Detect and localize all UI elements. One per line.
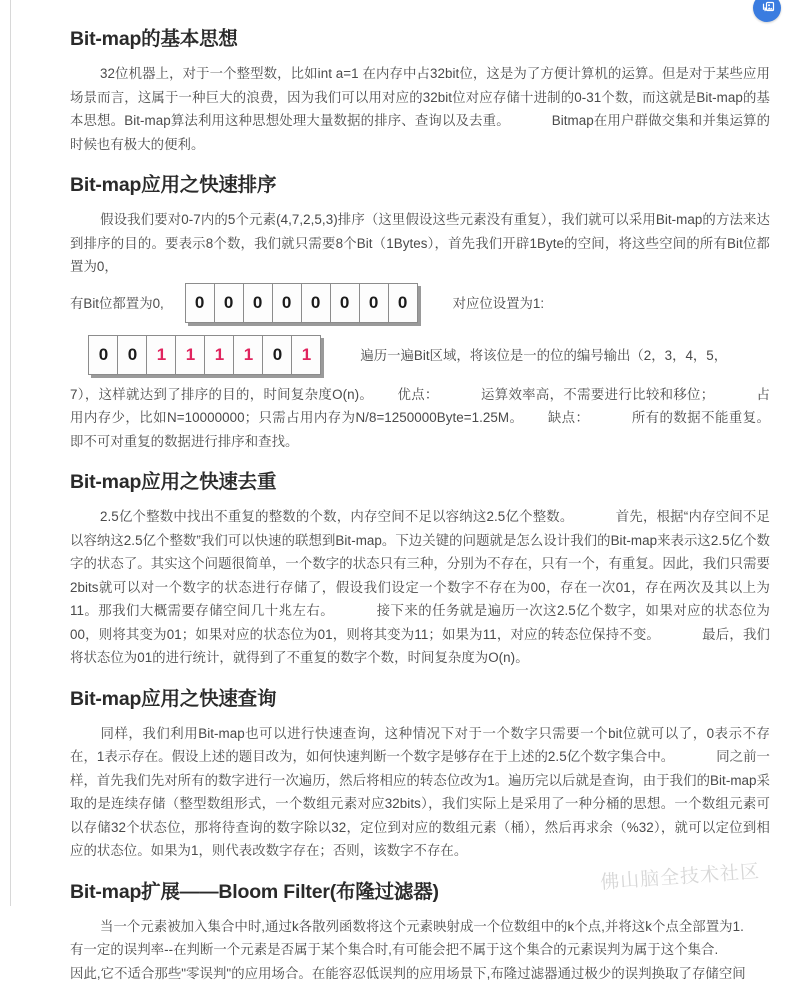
bit-cell: 1 xyxy=(292,336,320,374)
heading-fast-query: Bit-map应用之快速查询 xyxy=(70,687,277,710)
bit-table-marked xyxy=(88,335,321,375)
paragraph-fast-sort-tail xyxy=(70,383,770,454)
bit-table-row-marked xyxy=(70,335,770,375)
bit-cell: 1 xyxy=(205,336,234,374)
fast-dedup-3: 接下来的任务就是遍历一次这2.5亿个数字，如果对应的状态位为00，则将其变为01；如果对应的状态位为01，则将其变为11；如果为11，对应的转态位保持不变。 xyxy=(70,603,770,642)
paragraph-basic-idea xyxy=(70,62,770,156)
page-left-rule xyxy=(10,0,11,906)
bloom-text-2: 有一定的误判率--在判断一个元素是否属于某个集合时,有可能会把不属于这个集合的元素误判为属于这个集合. xyxy=(70,942,719,957)
document-body xyxy=(70,26,771,981)
watermark-text: 佛山脑全技术社区 xyxy=(599,861,761,894)
bit-cell: 0 xyxy=(186,284,215,322)
fast-sort-tail-6: 所有的数据不能重复。即不可对重复的数据进行排序和查找。 xyxy=(70,410,770,449)
bit-cell: 0 xyxy=(389,284,417,322)
paragraph-fast-sort-intro xyxy=(70,208,770,279)
heading-basic-idea: Bit-map的基本思想 xyxy=(70,28,238,50)
fast-sort-tail-1: 7），这样就达到了排序的目的，时间复杂度O(n)。 xyxy=(70,386,374,402)
bit-cell: 0 xyxy=(263,336,292,374)
bit-cell: 0 xyxy=(331,284,360,322)
bit-cell: 1 xyxy=(234,336,263,374)
fast-query-2: 同之前一样，首先我们先对所有的数字进行一次遍历，然后将相应的转态位改为1。遍历完以后就是查询，由于我们的Bit-map采取的是连续存储（整型数组形式，一个数组元素对应32bits），我们实际上是采用了一种分桶的思想。一个数组元素可以存储32个状态位，那将待查询的数字除以32，定位到对应的数组元素（桶），然后再求余（%32），就可以定位到相应的状态位。如果为1，则代表改数字存在；否则，该数字不存在。 xyxy=(70,749,770,858)
bit-cell: 0 xyxy=(360,284,389,322)
bit-cell: 0 xyxy=(215,284,244,322)
label-before-zero-table: 有Bit位都置为0, xyxy=(70,296,164,311)
bit-cell: 0 xyxy=(302,284,331,322)
fast-sort-tail-3: 运算效率高，不需要进行比较和移位； xyxy=(480,386,715,402)
bit-cell: 0 xyxy=(118,336,147,374)
fast-dedup-4: 最后，我们将状态位为01的进行统计，就得到了不重复的数字个数，时间复杂度为O(n)。 xyxy=(70,626,771,665)
heading-fast-dedup: Bit-map应用之快速去重 xyxy=(70,471,277,493)
fast-sort-tail-5: 缺点： xyxy=(547,410,590,425)
paragraph-basic-idea-text: 32位机器上，对于一个整型数，比如int a=1 在内存中占32bit位，这是为了方便计算机的运算。但是对于某些应用场景而言，这属于一种巨大的浪费，因为我们可以用对应的32bit位对应存储十进制的0-31个数，而这就是Bit-map的基本思想。Bit-map算法利用这种思想处理大量数据的排序、查询以及去重。 xyxy=(70,66,770,128)
fast-sort-tail-2: 优点： xyxy=(397,386,439,402)
bloom-text-1: 当一个元素被加入集合中时,通过k各散列函数将这个元素映射成一个位数组中的k个点,并将这k个点全部置为1. xyxy=(100,918,744,934)
fast-query-1: 同样，我们利用Bit-map也可以进行快速查询，这种情况下对于一个数字只需要一个bit位就可以了，0表示不存在，1表示存在。假设上述的题目改为，如何快速判断一个数字是够存在于上述的2.5亿个数字集合中。 xyxy=(70,725,770,764)
bit-cell: 0 xyxy=(89,336,118,374)
paragraph-bloom-1 xyxy=(70,915,770,939)
paragraph-fast-query xyxy=(70,722,770,863)
bit-cell: 0 xyxy=(273,284,302,322)
bit-table-row-zero xyxy=(70,283,770,323)
fast-sort-tail-4: 占用内存少，比如N=10000000；只需占用内存为N/8=1250000Byte=1.25M。 xyxy=(70,386,770,425)
save-image-icon-badge[interactable] xyxy=(753,0,781,22)
bit-table-all-zero xyxy=(185,283,418,323)
paragraph-fast-sort-intro-text: 假设我们要对0-7内的5个元素(4,7,2,5,3)排序（这里假设这些元素没有重复），我们就可以采用Bit-map的方法来达到排序的目的。要表示8个数，我们就只需要8个Bit（1Bytes），首先我们开辟1Byte的空间，将这些空间的所有Bit位都置为0， xyxy=(70,212,770,274)
bit-cell: 1 xyxy=(147,336,176,374)
heading-bloom-filter: Bit-map扩展——Bloom Filter(布隆过滤器) xyxy=(70,880,439,903)
fast-dedup-2: 首先，根据“内存空间不足以容纳这2.5亿个整数”我们可以快速的联想到Bit-map。下边关键的问题就是怎么设计我们的Bit-map来表示这2.5亿个数字的状态了。其实这个问题很简单，一个数字的状态只有三种，分别为不存在，只有一个，有重复。因此，我们只需要2bits就可以对一个数字的状态进行存储了，假设我们设定一个数字不存在为00，存在一次01，存在两次及其以上为11。那我们大概需要存储空间几十兆左右。 xyxy=(70,509,770,618)
paragraph-bloom-2 xyxy=(70,938,770,962)
label-after-marked-table: 遍历一遍Bit区域，将该位是一的位的编号输出（2，3，4，5， xyxy=(360,348,728,363)
save-image-icon xyxy=(759,0,775,16)
fast-dedup-1: 2.5亿个整数中找出不重复的整数的个数，内存空间不足以容纳这2.5亿个整数。 xyxy=(100,509,574,524)
bit-cell: 0 xyxy=(244,284,273,322)
bit-cell: 1 xyxy=(176,336,205,374)
label-after-zero-table: 对应位设置为1: xyxy=(452,296,545,311)
bloom-text-3: 因此,它不适合那些"零误判"的应用场合。在能容忍低误判的应用场景下,布隆过滤器通过极少的误判换取了存储空间 xyxy=(70,965,746,981)
paragraph-bloom-3 xyxy=(70,962,770,981)
paragraph-fast-dedup xyxy=(70,505,770,670)
paragraph-basic-idea-text-2: Bitmap在用户群做交集和并集运算的时候也有极大的便利。 xyxy=(70,113,771,152)
heading-fast-sort: Bit-map应用之快速排序 xyxy=(70,174,277,196)
